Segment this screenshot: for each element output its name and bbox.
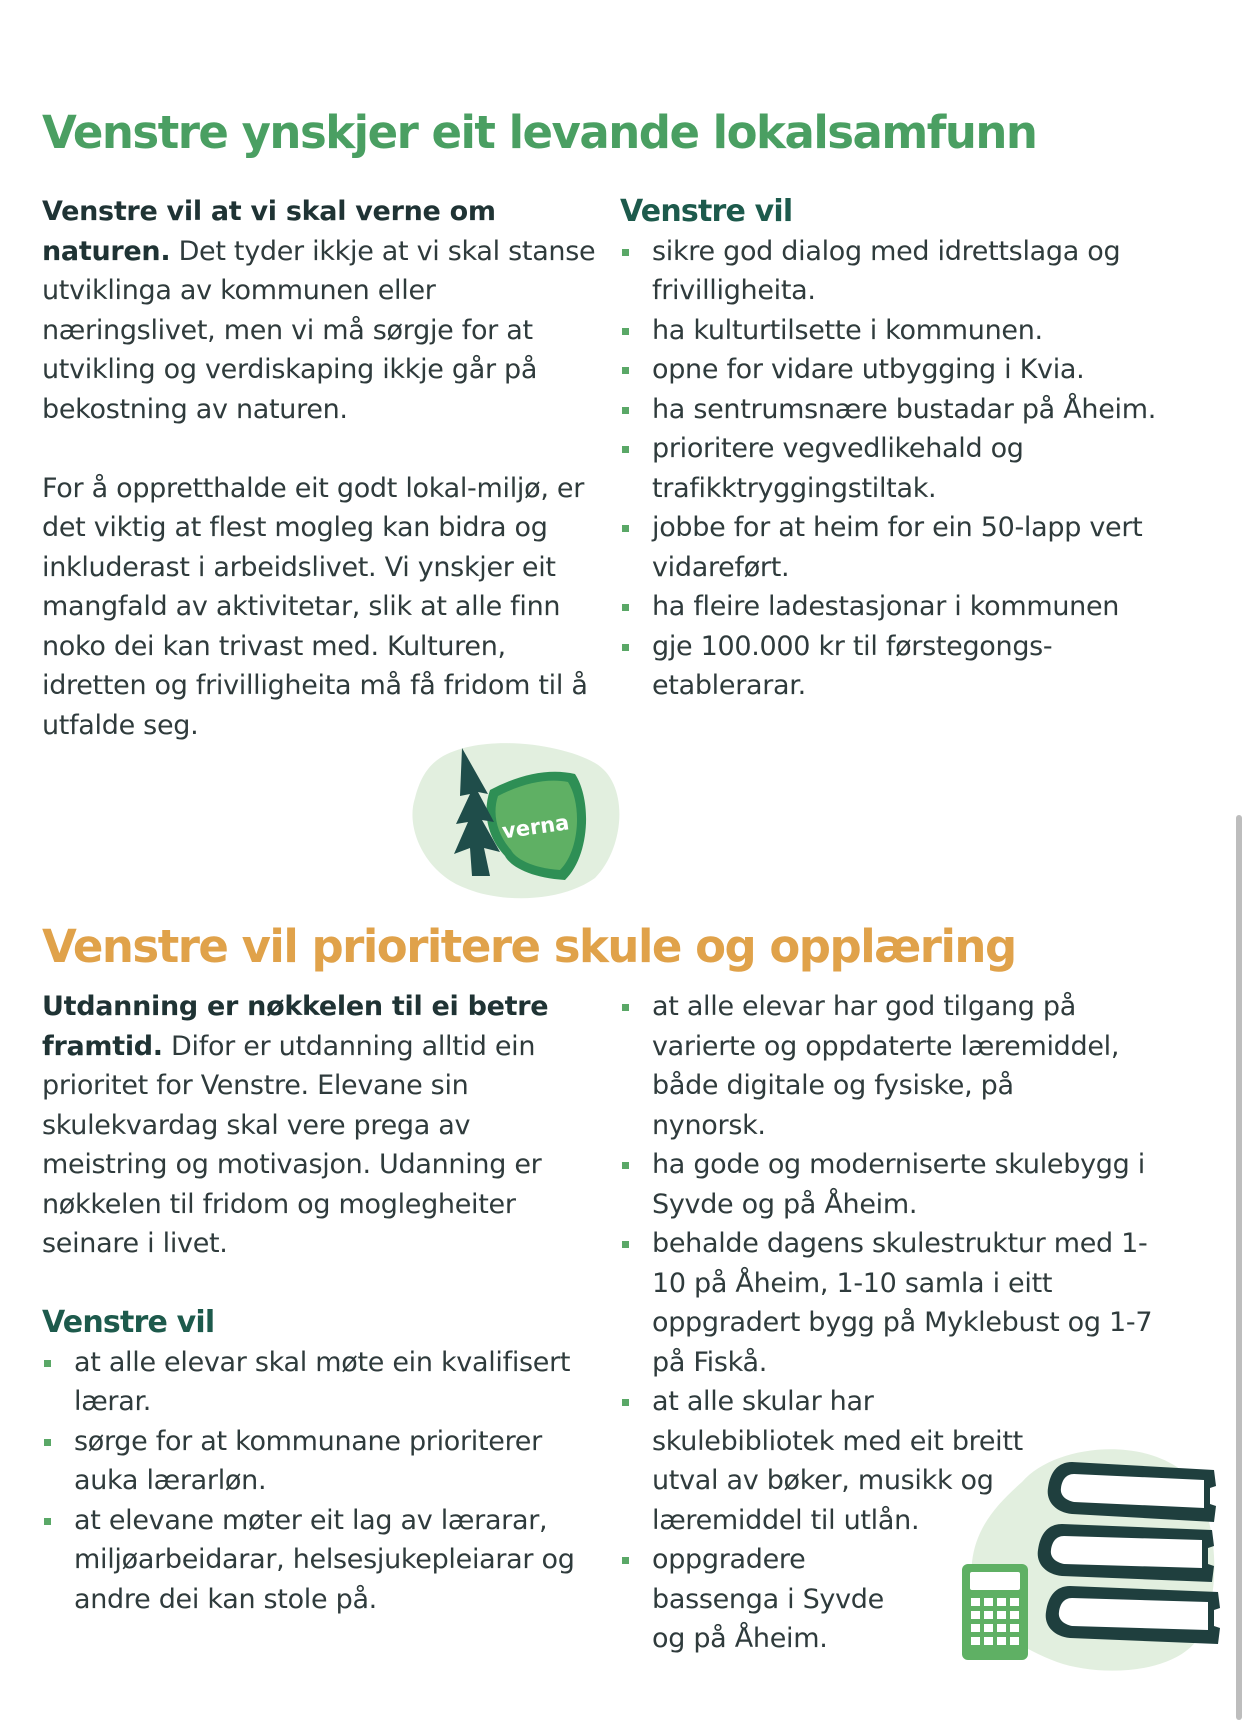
list-item: ha sentrumsnære bustadar på Åheim. [620,390,1180,430]
books-illustration [962,1442,1224,1678]
section2-left-list [42,1343,602,1620]
list-item: sørge for at kommunane prioriterer auka lærarløn. [42,1422,602,1501]
section1-right-column [620,192,1180,706]
calculator-icon [962,1564,1028,1660]
list-item: at alle elevar har god tilgang på varierte og oppdaterte læremiddel, både digitale og fysiske, på nynorsk. [620,987,1122,1145]
section2-intro-text: Difor er utdanning alltid ein prioritet for Venstre. Elevane sin skulekvardag skal vere prega av meistring og motivasjon. Udanning er nøkkelen til fridom og moglegheiter seinare i livet. [42,1030,542,1259]
section2-left-column [42,987,602,1619]
list-item: ha kulturtilsette i kommunen. [620,311,1180,351]
verna-label: verna [500,810,571,844]
section1-title: Venstre ynskjer eit levande lokalsamfunn [42,106,1037,159]
section2-intro-bold: Utdanning er nøkkelen til ei betre framtid. [42,991,549,1062]
section2-list-heading: Venstre vil [42,1305,215,1340]
list-item: ha gode og moderniserte skulebygg i Syvde og på Åheim. [620,1145,1180,1224]
list-item: ha fleire ladestasjonar i kommunen [620,587,1180,627]
list-item: opne for vidare utbygging i Kvia. [620,350,1180,390]
section2-title: Venstre vil prioritere skule og opplæring [42,920,1016,973]
books-icon [1038,1462,1220,1644]
section1-intro-text: Det tyder ikkje at vi skal stanse utviklinga av kommunen eller næringslivet, men vi må sørgje for at utvikling og verdiskaping ikkje går på bekostning av naturen. [42,235,596,425]
list-item: at alle skular har skulebibliotek med eit breitt utval av bøker, musikk og læremiddel til utlån. [620,1382,1052,1540]
verna-badge-graphic [410,738,630,900]
verna-illustration [410,738,630,900]
section2-intro [42,987,602,1264]
books-graphic [962,1442,1224,1678]
section1-intro-bold: Venstre vil at vi skal verne om naturen. [42,196,496,267]
section1-list [620,232,1180,706]
list-item: gje 100.000 kr til førstegongs-etablerarar. [620,627,1180,706]
vertical-scrollbar[interactable] [1236,815,1242,1720]
section1-list-heading: Venstre vil [620,194,793,229]
list-item: behalde dagens skulestruktur med 1-10 på Åheim, 1-10 samla i eitt oppgradert bygg på Myklebust og 1-7 på Fiskå. [620,1224,1180,1382]
section1-paragraph: For å oppretthalde eit godt lokal-miljø, er det viktig at flest mogleg kan bidra og inkluderast i arbeidslivet. Vi ynskjer eit mangfald av aktivitetar, slik at alle finn noko dei kan trivast med. Kulturen, idretten og frivilligheita må få fridom til å utfalde seg. [42,472,588,741]
list-item: at alle elevar skal møte ein kvalifisert lærar. [42,1343,602,1422]
list-item: sikre god dialog med idrettslaga og frivilligheita. [620,232,1180,311]
section1-left-column [42,192,602,745]
list-item: oppgradere bassenga i Syvde og på Åheim. [620,1540,912,1659]
list-item: jobbe for at heim for ein 50-lapp vert vidareført. [620,508,1180,587]
list-item: prioritere vegvedlikehald og trafikktryggingstiltak. [620,429,1180,508]
section1-intro [42,192,602,429]
list-item: at elevane møter eit lag av lærarar, miljøarbeidarar, helsesjukepleiarar og andre dei kan stole på. [42,1501,602,1620]
